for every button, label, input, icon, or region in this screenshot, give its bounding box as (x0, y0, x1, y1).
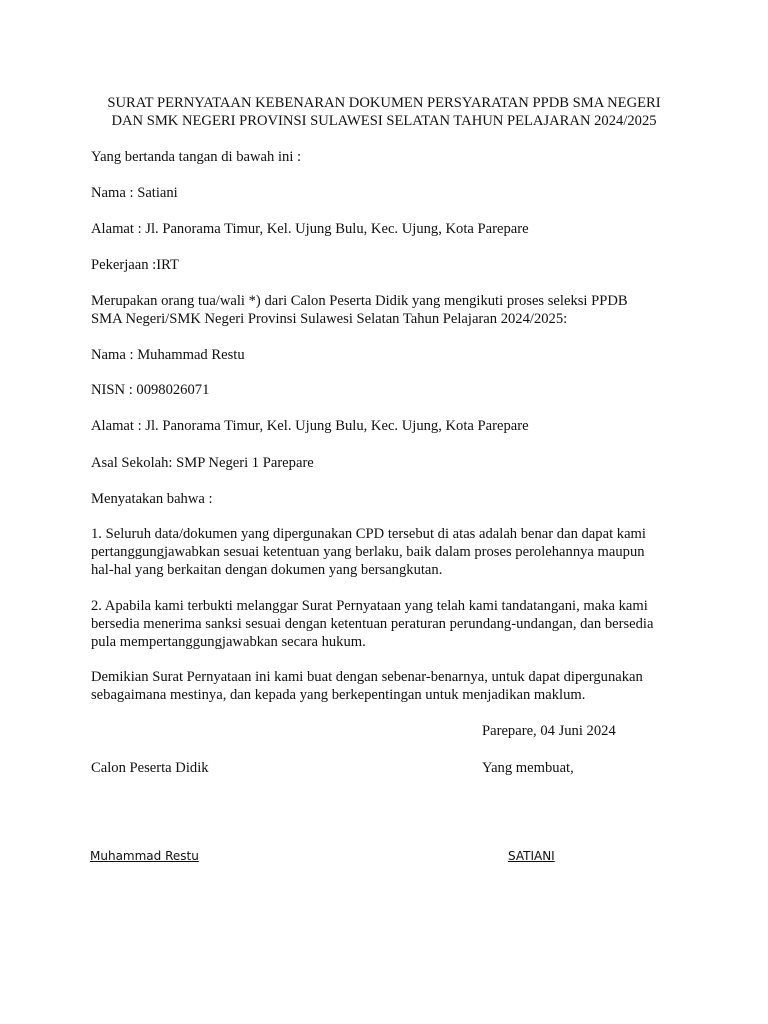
right-signature-name: SATIANI (508, 849, 555, 863)
student-name: Nama : Muhammad Restu (91, 347, 245, 363)
point-2-paragraph (91, 597, 686, 651)
point-2-line-2: bersedia menerima sanksi sesuai dengan ketentuan peraturan perundang-undangan, dan bersedia (91, 616, 654, 632)
point-1-paragraph (91, 525, 686, 579)
title-line-2: DAN SMK NEGERI PROVINSI SULAWESI SELATAN TAHUN PELAJARAN 2024/2025 (111, 113, 657, 129)
parent-name: Nama : Satiani (91, 185, 178, 201)
point-2-line-1: 2. Apabila kami terbukti melanggar Surat Pernyataan yang telah kami tandatangani, maka kami (91, 598, 648, 614)
document-title (80, 94, 688, 130)
student-nisn: NISN : 0098026071 (91, 382, 210, 398)
point-2-line-3: pula mempertanggungjawabkan secara hukum. (91, 634, 366, 650)
closing-line-1: Demikian Surat Pernyataan ini kami buat dengan sebenar-benarnya, untuk dapat dipergunakan (91, 669, 643, 685)
declare-text: Menyatakan bahwa : (91, 491, 213, 507)
closing-line-2: sebagaimana mestinya, dan kepada yang berkepentingan untuk menjadikan maklum. (91, 687, 586, 703)
place-date: Parepare, 04 Juni 2024 (482, 723, 616, 739)
point-1-line-1: 1. Seluruh data/dokumen yang dipergunakan CPD tersebut di atas adalah benar dan dapat kami (91, 526, 646, 542)
relation-paragraph (91, 292, 686, 328)
parent-occupation: Pekerjaan :IRT (91, 257, 179, 273)
parent-address: Alamat : Jl. Panorama Timur, Kel. Ujung Bulu, Kec. Ujung, Kota Parepare (91, 221, 529, 237)
left-signature-name: Muhammad Restu (90, 849, 199, 863)
student-school: Asal Sekolah: SMP Negeri 1 Parepare (91, 455, 314, 471)
student-address: Alamat : Jl. Panorama Timur, Kel. Ujung Bulu, Kec. Ujung, Kota Parepare (91, 418, 529, 434)
point-1-line-2: pertanggungjawabkan sesuai ketentuan yang berlaku, baik dalam proses perolehannya maupun (91, 544, 645, 560)
point-1-line-3: hal-hal yang berkaitan dengan dokumen yang bersangkutan. (91, 562, 443, 578)
intro-text: Yang bertanda tangan di bawah ini : (91, 149, 302, 165)
left-signature-label: Calon Peserta Didik (91, 760, 209, 776)
title-line-1: SURAT PERNYATAAN KEBENARAN DOKUMEN PERSYARATAN PPDB SMA NEGERI (107, 95, 661, 111)
relation-line-2: SMA Negeri/SMK Negeri Provinsi Sulawesi Selatan Tahun Pelajaran 2024/2025: (91, 311, 568, 327)
relation-line-1: Merupakan orang tua/wali *) dari Calon Peserta Didik yang mengikuti proses seleksi PPDB (91, 293, 628, 309)
right-signature-label: Yang membuat, (482, 760, 574, 776)
closing-paragraph (91, 668, 686, 704)
